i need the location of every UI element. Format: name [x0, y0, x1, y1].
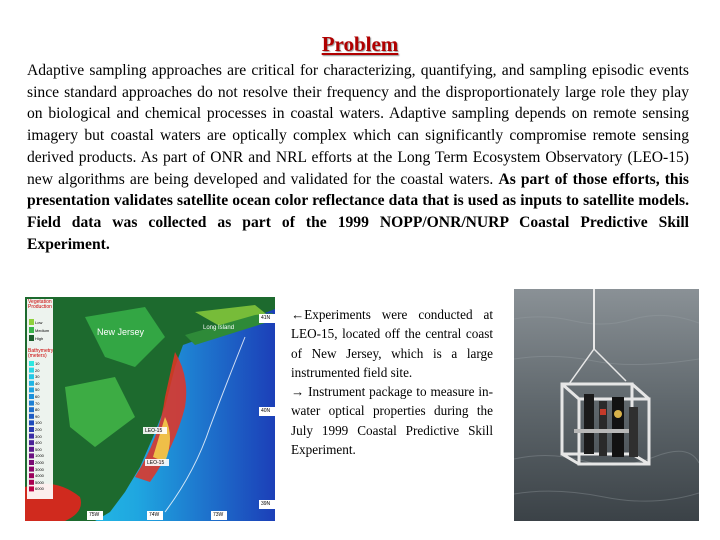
legend-depth-label: 60 [35, 393, 40, 399]
legend-depth-label: 4000 [35, 473, 44, 479]
label-new-jersey: New Jersey [97, 327, 145, 337]
legend-veg-swatch [29, 335, 34, 341]
legend-depth-swatch [29, 387, 34, 392]
legend-level-label: Medium [35, 328, 50, 333]
arrow-right-icon: → [291, 384, 305, 400]
legend-level-label: Low [35, 320, 43, 325]
legend-levels [35, 319, 49, 343]
paragraph-bold-text: As part of those efforts, this presentation validates satellite ocean color reflectance data that is used as inputs to satellite models. Field data was collected as part of the 1999 NOPP/ONR/NURP Coastal Predictive Skill Experiment. [27, 170, 689, 253]
lat-label-39n: 39N [261, 501, 271, 507]
legend-depth-swatch [29, 401, 34, 406]
legend-depth-swatch [29, 467, 34, 472]
legend-depth-swatch [29, 381, 34, 386]
legend-depth-label: 100 [35, 420, 42, 426]
legend-title-bathymetry: Bathymetry (meters) [28, 348, 54, 359]
legend-depth-swatch [29, 480, 34, 485]
legend-veg-swatch [29, 327, 34, 333]
caption-item-2: Instrument package to measure in-water optical properties during the July 1999 Coastal Predictive Skill Experiment. [291, 384, 493, 458]
problem-paragraph [27, 60, 689, 255]
lon-label-73w: 73W [213, 512, 224, 518]
legend-depth-swatch [29, 460, 34, 465]
legend-depth-swatch [29, 447, 34, 452]
legend-depth-label: 1000 [35, 453, 44, 459]
legend-depth-swatch [29, 420, 34, 425]
legend-depth-label: 70 [35, 400, 40, 406]
label-long-island: Long Island [203, 325, 235, 331]
lon-label-75w: 75W [89, 512, 100, 518]
lat-label-40n: 40N [261, 408, 271, 414]
legend-depth-label: 20 [35, 367, 40, 373]
legend-depth-label: 300 [35, 433, 42, 439]
legend-depth-label: 500 [35, 446, 42, 452]
page-title: Problem [321, 32, 399, 56]
legend-depth-swatch [29, 368, 34, 373]
legend-depth-label: 40 [35, 380, 40, 386]
site-label-2: LEO-15 [147, 460, 165, 466]
legend-depth-label: 10 [35, 361, 40, 366]
arrow-left-icon: ← [291, 307, 305, 322]
legend-depth-swatch [29, 414, 34, 419]
legend-depth-swatch [29, 374, 34, 379]
legend-depth-label: 6000 [35, 486, 44, 492]
caption-item-1: Experiments were conducted at LEO-15, located off the central coast of New Jersey, which is a large instrumented field site. [291, 307, 493, 380]
satellite-map-image [25, 297, 275, 521]
legend-depth-label: 3000 [35, 466, 44, 472]
legend-depth-swatch [29, 394, 34, 399]
legend-depth-label: 2000 [35, 459, 44, 465]
legend-depth-swatch [29, 440, 34, 445]
legend-depth-label: 50 [35, 387, 40, 393]
legend-title-vegetation: Vegetation Production [28, 299, 52, 310]
legend-depth-swatch [29, 473, 34, 478]
legend-veg-swatch [29, 319, 34, 325]
legend-depth-swatch [29, 434, 34, 439]
paragraph-normal-text: Adaptive sampling approaches are critical for characterizing, quantifying, and sampling episodic events since standard approaches do not resolve their frequency and the disproportionately large role they play on biological and chemical processes in coastal waters. Adaptive sampling depends on remote sensing imagery but coastal waters are optically complex which can significantly compromise remote sensing derived products. As part of ONR and NRL efforts at the Long Term Ecosystem Observatory (LEO-15) new algorithms are being developed and validated for the coastal waters. [27, 62, 689, 188]
legend-depth-label: 90 [35, 413, 40, 419]
lat-label-41n: 41N [261, 315, 271, 321]
legend-depth-label: 5000 [35, 479, 44, 485]
legend-depth-label: 80 [35, 407, 40, 413]
legend-depths [35, 361, 44, 493]
legend-depth-label: 200 [35, 426, 42, 432]
legend-depth-swatch [29, 407, 34, 412]
legend-depth-swatch [29, 427, 34, 432]
legend-depth-label: 400 [35, 440, 42, 446]
lon-label-74w: 74W [149, 512, 160, 518]
figure-caption [291, 305, 493, 459]
instrument-package-photo [514, 289, 699, 521]
legend-depth-swatch [29, 486, 34, 491]
legend-depth-label: 30 [35, 374, 40, 380]
legend-depth-swatch [29, 453, 34, 458]
site-label-1: LEO-15 [145, 428, 163, 434]
legend-depth-swatch [29, 361, 34, 366]
legend-level-label: High [35, 336, 44, 341]
